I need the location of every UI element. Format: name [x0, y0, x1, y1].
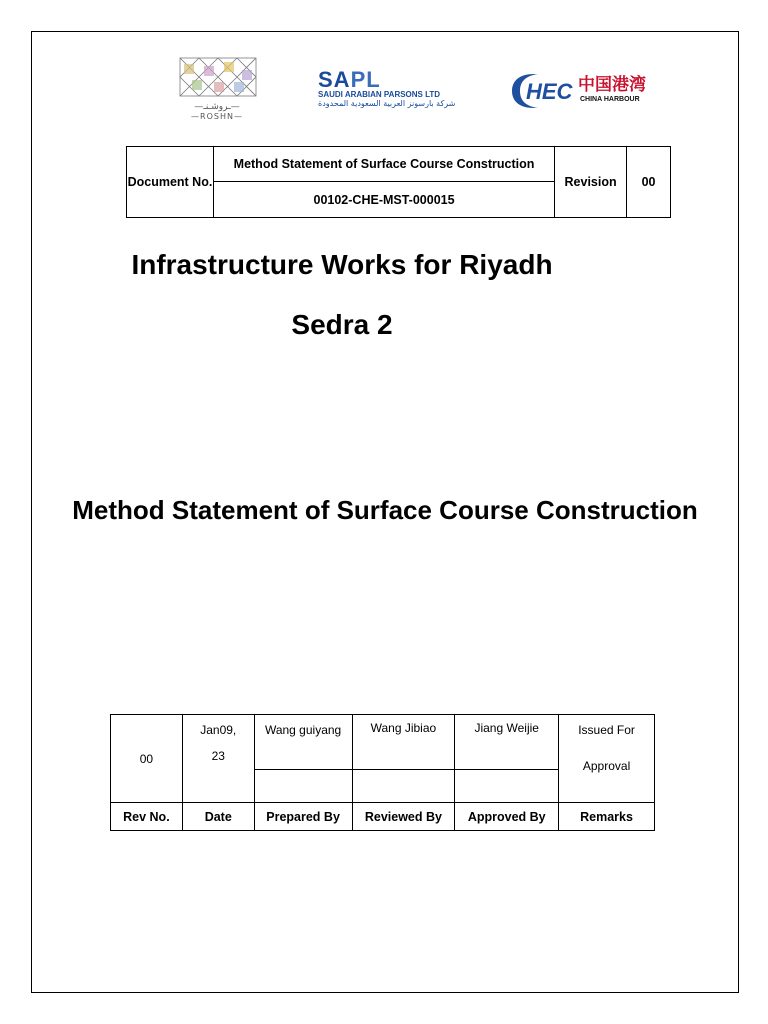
approved-by-label: Approved By — [455, 803, 559, 831]
reviewed-by-value: Wang Jibiao — [352, 715, 455, 770]
prepared-by-signature — [254, 770, 352, 803]
rev-no-value: 00 — [111, 715, 183, 803]
document-title-cell: Method Statement of Surface Course Construction — [213, 147, 554, 182]
document-number-cell: 00102-CHE-MST-000015 — [213, 182, 554, 218]
approved-by-value: Jiang Weijie — [455, 715, 559, 770]
sapl-logo — [318, 67, 488, 112]
roshn-logo — [174, 56, 260, 122]
approved-by-signature — [455, 770, 559, 803]
prepared-by-label: Prepared By — [254, 803, 352, 831]
date-value: Jan09, 23 — [182, 715, 254, 803]
chec-emblem-icon — [508, 70, 578, 112]
sapl-wordmark: SAPL — [318, 67, 381, 92]
document-header-table — [126, 146, 671, 218]
reviewed-by-label: Reviewed By — [352, 803, 455, 831]
roshn-wordmark: —ـروشـنـ— —ROSHN— — [191, 102, 243, 121]
prepared-by-value: Wang guiyang — [254, 715, 352, 770]
revision-label: Revision — [555, 147, 627, 218]
project-title-line1: Infrastructure Works for Riyadh — [131, 249, 553, 280]
sapl-arabic: شركة بارسونز العربية السعودية المحدودة — [318, 99, 456, 108]
rev-no-label: Rev No. — [111, 803, 183, 831]
document-main-title: Method Statement of Surface Course Construction — [72, 495, 698, 525]
revision-history-table — [110, 714, 655, 831]
roshn-pattern-icon — [174, 56, 260, 100]
project-title-line2: Sedra 2 — [291, 309, 393, 340]
remarks-label: Remarks — [559, 803, 655, 831]
remarks-value: Issued For Approval — [559, 715, 655, 803]
document-no-label: Document No. — [127, 147, 214, 218]
revision-value: 00 — [627, 147, 671, 218]
reviewed-by-signature — [352, 770, 455, 803]
sapl-english: SAUDI ARABIAN PARSONS LTD — [318, 90, 441, 99]
date-label: Date — [182, 803, 254, 831]
chec-english: CHINA HARBOUR — [580, 96, 640, 103]
svg-text:HEC: HEC — [526, 79, 573, 104]
chec-logo — [508, 70, 648, 112]
chec-chinese: 中国港湾 — [578, 75, 646, 95]
